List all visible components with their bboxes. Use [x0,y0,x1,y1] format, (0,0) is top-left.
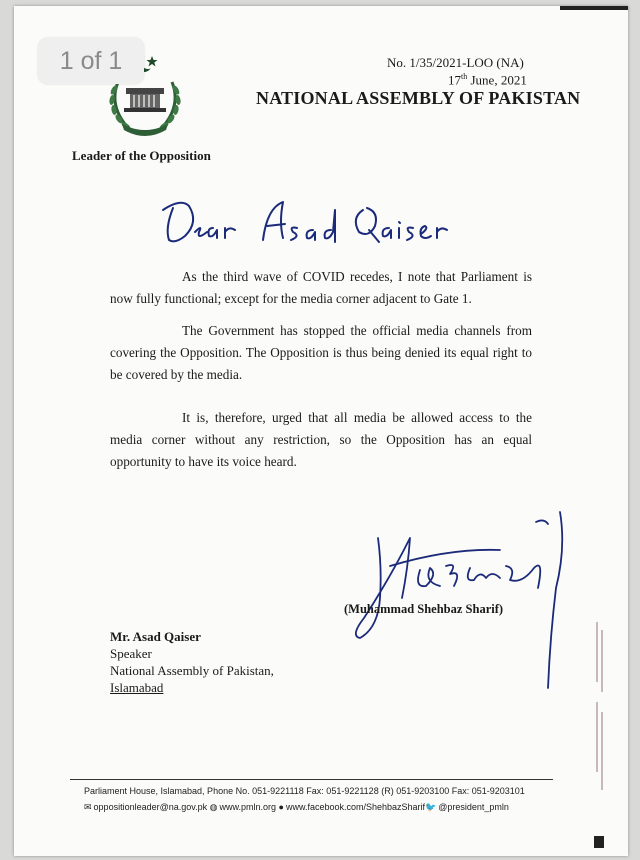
scan-edge-mark [560,6,628,10]
facebook-icon: ● [278,802,284,812]
body-paragraph: The Government has stopped the official media channels from covering the Opposition. The Opposition is thus being denied its equal right to be covered by the media. [110,323,532,382]
recipient-address [110,628,274,696]
footer-facebook: www.facebook.com/ShehbazSharif [285,802,426,812]
footer-website: www.pmln.org [219,802,276,812]
handwritten-salutation [155,188,455,258]
body-paragraph: It is, therefore, urged that all media be allowed access to the media corner without any restriction, so the Opposition has an equal opportunity to have its voice heard. [110,410,532,469]
footer-twitter: @president_pmln [438,802,509,812]
footer-email: oppositionleader@na.gov.pk [93,802,208,812]
footer-address: Parliament House, Islamabad, Phone No. 051-9221118 Fax: 051-9221128 (R) 051-9203100 Fax: 051-9203101 [84,786,525,796]
page-indicator: 1 of 1 [38,38,144,84]
recipient-name: Mr. Asad Qaiser [110,629,201,644]
body-paragraph: As the third wave of COVID recedes, I note that Parliament is now fully functional; except for the media corner adjacent to Gate 1. [110,269,532,306]
recipient-organization: National Assembly of Pakistan, [110,663,274,678]
recipient-city: Islamabad [110,680,164,695]
twitter-icon: 🐦 [425,802,437,812]
bleed-through-mark [593,622,607,792]
recipient-title: Speaker [110,646,152,661]
office-title: Leader of the Opposition [72,148,211,163]
envelope-icon: ✉ [84,802,92,812]
organization-name: NATIONAL ASSEMBLY OF PAKISTAN [256,88,581,108]
reference-number: No. 1/35/2021-LOO (NA) [387,55,524,70]
footer-contacts [84,802,509,813]
globe-icon: ◍ [209,802,218,812]
signatory-name: (Muhammad Shehbaz Sharif) [344,602,504,616]
footer-divider [70,779,553,780]
letter-date: 17th June, 2021 [448,72,527,88]
scan-edge-mark [594,836,604,848]
